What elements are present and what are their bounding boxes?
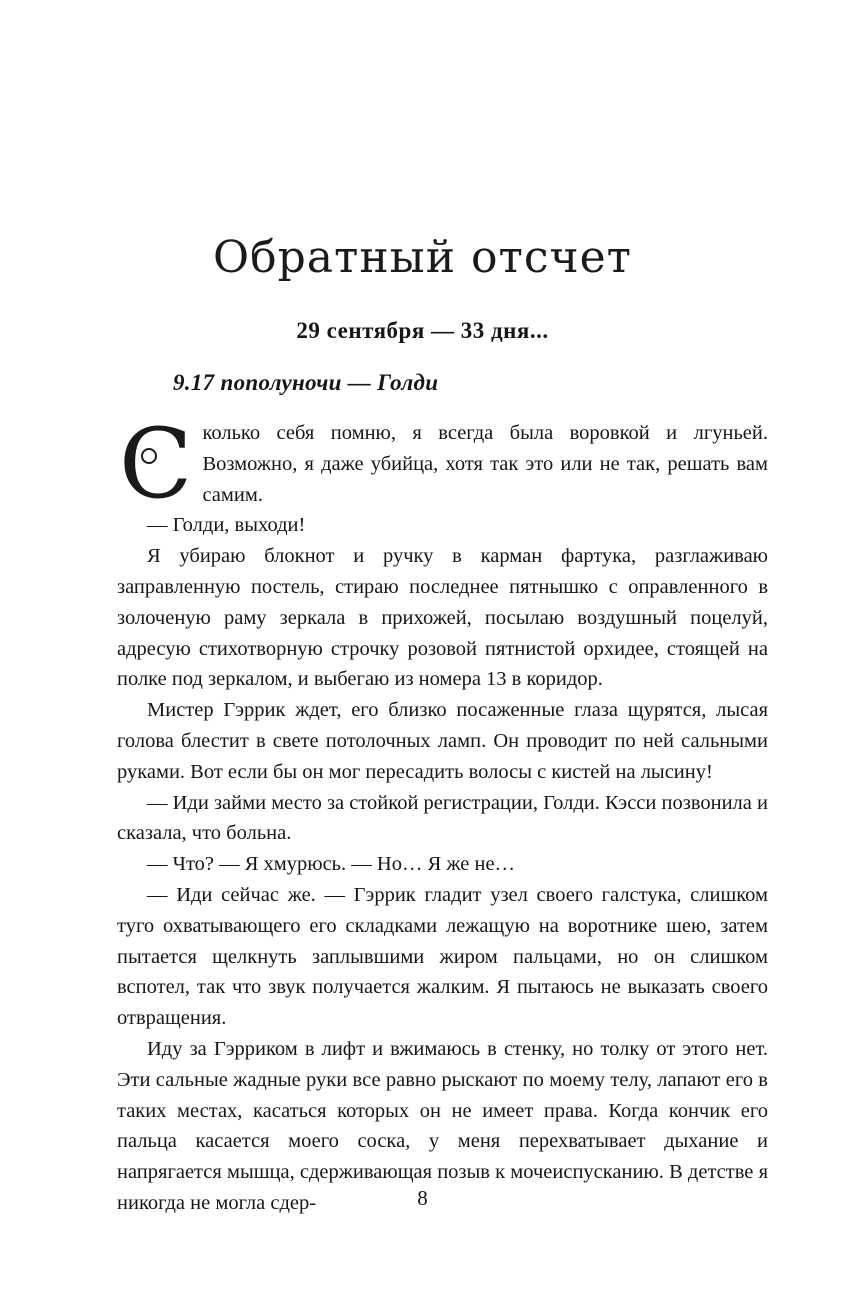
paragraph-8: Иду за Гэрриком в лифт и вжимаюсь в стенку, но толку от этого нет. Эти сальные жадные руки все равно рыскают по моему телу, лапают его в таких местах, касаться которых он не имеет права. Когда кончик его пальца касается моего соска, у меня перехватывает дыхание и напрягается мышца, сдерживающая позыв к мочеиспусканию. В детстве я никогда не могла сдер- <box>117 1037 768 1214</box>
paragraph-1-text: колько себя помню, я всегда была воровкой и лгуньей. Возможно, я даже убийца, хотя так это или не так, решать вам самим. <box>202 422 768 506</box>
paragraph-4: Мистер Гэррик ждет, его близко посаженные глаза щурятся, лысая голова блестит в свете потолочных ламп. Он проводит по ней сальными руками. Вот если бы он мог пересадить волосы с кистей на лысину! <box>117 699 768 783</box>
time-subheading: 9.17 пополуночи — Голди <box>173 370 439 395</box>
paragraph-5: — Иди займи место за стойкой регистрации, Голди. Кэсси позвонила и сказала, что больна. <box>117 791 768 845</box>
date-heading: 29 сентября — 33 дня... <box>296 318 549 343</box>
page-number: 8 <box>417 1186 428 1210</box>
chapter-title: Обратный отсчет <box>213 232 632 283</box>
paragraph-7: — Иди сейчас же. — Гэррик гладит узел своего галстука, слишком туго охватывающего его складками лежащую на воротнике шею, затем пытается щелкнуть заплывшими жиром пальцами, но он слишком вспотел, так что звук получается жалким. Я пытаюсь не выказать своего отвращения. <box>117 883 768 1030</box>
paragraph-1 <box>117 408 768 520</box>
paragraph-3: Я убираю блокнот и ручку в карман фартука, разглаживаю заправленную постель, стираю последнее пятнышко с оправленного в золоченую раму зеркала в прихожей, посылаю воздушный поцелуй, адресую стихотворную строчку розовой пятнистой орхидее, стоящей на полке под зеркалом, и выбегаю из номера 13 в коридор. <box>117 545 768 691</box>
drop-cap: С <box>119 408 193 520</box>
paragraph-2: — Голди, выходи! <box>147 514 306 537</box>
paragraph-6: — Что? — Я хмурюсь. — Но… Я же не… <box>147 853 516 876</box>
body-text <box>117 408 768 1219</box>
